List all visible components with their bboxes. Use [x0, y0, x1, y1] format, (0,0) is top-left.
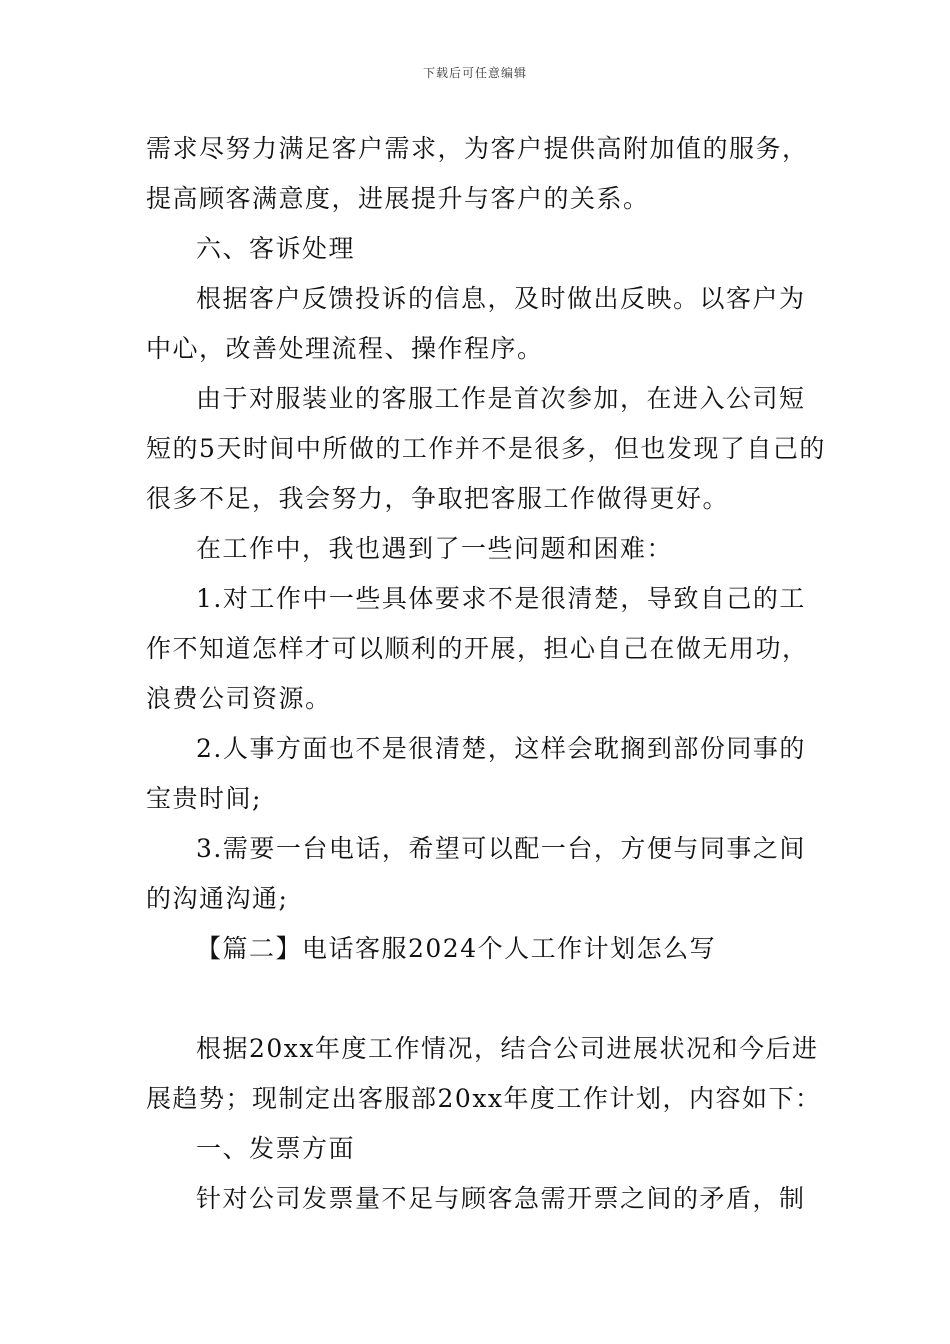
list-item: 3.需要一台电话，希望可以配一台，方便与同事之间: [196, 834, 806, 863]
body-line: 由于对服装业的客服工作是首次参加，在进入公司短: [196, 384, 806, 413]
list-item: 2.人事方面也不是很清楚，这样会耽搁到部份同事的: [196, 734, 806, 763]
body-line: 的沟通沟通;: [146, 884, 289, 913]
list-item: 1.对工作中一些具体要求不是很清楚，导致自己的工: [196, 584, 806, 613]
page-header: 下载后可任意编辑: [422, 66, 527, 80]
body-line: 中心，改善处理流程、操作程序。: [146, 334, 544, 363]
body-line: 短的5天时间中所做的工作并不是很多，但也发现了自己的: [146, 434, 826, 463]
body-line: 展趋势；现制定出客服部20xx年度工作计划，内容如下：: [146, 1084, 822, 1113]
body-line: 作不知道怎样才可以顺利的开展，担心自己在做无用功，: [146, 634, 809, 663]
body-line: 很多不足，我会努力，争取把客服工作做得更好。: [146, 484, 730, 513]
section-heading: 六、客诉处理: [196, 234, 356, 263]
body-line: 针对公司发票量不足与顾客急需开票之间的矛盾，制: [196, 1184, 806, 1213]
section-heading: 一、发票方面: [196, 1134, 356, 1163]
body-line: 宝贵时间;: [146, 784, 262, 813]
body-line: 需求尽努力满足客户需求，为客户提供高附加值的服务，: [146, 134, 809, 163]
body-line: 浪费公司资源。: [146, 684, 332, 713]
body-line: 在工作中，我也遇到了一些问题和困难：: [196, 534, 674, 563]
body-line: 根据客户反馈投诉的信息，及时做出反映。以客户为: [196, 284, 806, 313]
body-line: 根据20xx年度工作情况，结合公司进展状况和今后进: [196, 1034, 819, 1063]
body-line: 提高顾客满意度，进展提升与客户的关系。: [146, 184, 650, 213]
article-title: 【篇二】电话客服2024个人工作计划怎么写: [196, 934, 717, 963]
